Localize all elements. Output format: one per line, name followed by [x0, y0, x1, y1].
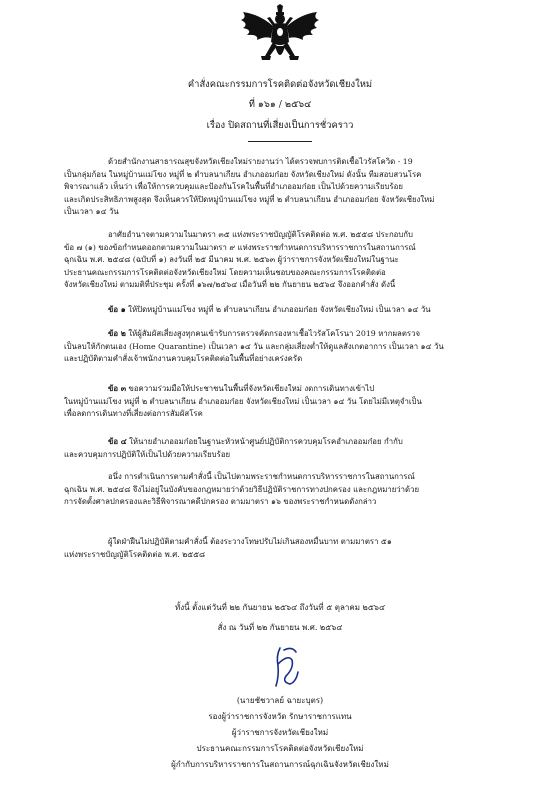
- paragraph-background: [64, 156, 500, 219]
- text-line: เป็นเวลา ๑๔ วัน: [64, 207, 119, 217]
- signatory-position-2: ผู้ว่าราชการจังหวัดเชียงใหม่: [231, 728, 329, 737]
- clause-text: ให้นายอำเภออมก๋อยในฐานะหัวหน้าศูนย์ปฏิบัติการควบคุมโรคอำเภออมก๋อย กำกับ: [129, 437, 403, 446]
- clause-3: [64, 383, 500, 421]
- order-number: ที่ ๑๖๑ / ๒๕๖๔: [248, 99, 312, 110]
- garuda-emblem-icon: [237, 4, 323, 68]
- text-line: อาศัยอำนาจตามความในมาตรา ๓๕ แห่งพระราชบัญญัติโรคติดต่อ พ.ศ. ๒๕๕๘ ประกอบกับ: [108, 230, 413, 239]
- clause-1: [64, 304, 500, 317]
- text-line: เพื่อลดการเดินทางที่เสี่ยงต่อการสัมผัสโรค: [64, 409, 203, 419]
- clause-text: ให้ผู้สัมผัสเสี่ยงสูงทุกคนเข้ารับการตรวจคัดกรองหาเชื้อไวรัสโคโรนา 2019 หากผลตรวจ: [128, 329, 421, 338]
- text-line: และควบคุมการปฏิบัติให้เป็นไปด้วยความเรียบร้อย: [64, 449, 231, 459]
- signed-date: สั่ง ณ วันที่ ๒๒ กันยายน พ.ศ. ๒๕๖๔: [217, 623, 343, 632]
- clause-2: [64, 328, 500, 366]
- signatory-name: (นายชัชวาลย์ ฉายะบุตร): [236, 696, 324, 705]
- text-line: ฉุกเฉิน พ.ศ. ๒๕๔๘ (ฉบับที่ ๑) ลงวันที่ ๒๕ มีนาคม พ.ศ. ๒๕๖๓ ผู้ว่าราชการจังหวัดเชียงใหม่ในฐานะ: [64, 255, 399, 265]
- text-line: [64, 436, 500, 449]
- text-line: การจัดตั้งศาลปกครองและวิธีพิจารณาคดีปกครอง ตามมาตรา ๑๖ ของพระราชกำหนดดังกล่าว: [64, 497, 377, 507]
- clause-number: ข้อ ๔: [108, 437, 127, 446]
- text-line: ในหมู่บ้านแม่โขง หมู่ที่ ๒ ตำบลนาเกียน อำเภออมก๋อย จังหวัดเชียงใหม่ เป็นเวลา ๑๔ วัน โดยไม่มีเหตุจำเป็น: [64, 396, 422, 406]
- signature-image: [262, 642, 312, 692]
- text-line: ประธานคณะกรรมการโรคติดต่อจังหวัดเชียงใหม่ โดยความเห็นชอบของคณะกรรมการโรคติดต่อ: [64, 267, 386, 277]
- clause-number: ข้อ ๑: [108, 305, 126, 314]
- clause-number: ข้อ ๒: [108, 329, 126, 338]
- text-line: ด้วยสำนักงานสาธารณสุขจังหวัดเชียงใหม่รายงานว่า ได้ตรวจพบการติดเชื้อไวรัสโควิด - 19: [108, 157, 413, 166]
- text-line: จังหวัดเชียงใหม่ ตามมติที่ประชุม ครั้งที่ ๑๖๗/๒๕๖๔ เมื่อวันที่ ๒๒ กันยายน ๒๕๖๔ จึงออกคำสั่ง ดังนี้: [64, 280, 396, 290]
- text-line: อนึ่ง การดำเนินการตามคำสั่งนี้ เป็นไปตามพระราชกำหนดการบริหารราชการในสถานการณ์: [108, 472, 415, 481]
- paragraph-penalty: [64, 536, 500, 561]
- clause-4: [64, 436, 500, 461]
- header-divider: [248, 141, 312, 142]
- text-line: [64, 328, 500, 341]
- text-line: และปฏิบัติตามคำสั่งเจ้าพนักงานควบคุมโรคติดต่อในพื้นที่อย่างเคร่งครัด: [64, 354, 303, 364]
- text-line: พิจารณาแล้ว เห็นว่า เพื่อให้การควบคุมและป้องกันโรคในพื้นที่อำเภออมก๋อย เป็นไปด้วยความเรียบร้อย: [64, 182, 403, 192]
- order-title: คำสั่งคณะกรรมการโรคติดต่อจังหวัดเชียงใหม่: [187, 79, 373, 90]
- clause-text: ให้ปิดหมู่บ้านแม่โขง หมู่ที่ ๒ ตำบลนาเกียน อำเภออมก๋อย จังหวัดเชียงใหม่ เป็นเวลา ๑๔ วัน: [128, 305, 431, 314]
- text-line: ผู้ใดฝ่าฝืนไม่ปฏิบัติตามคำสั่งนี้ ต้องระวางโทษปรับไม่เกินสองหมื่นบาท ตามมาตรา ๕๑: [108, 537, 392, 546]
- order-subject: เรื่อง ปิดสถานที่เสี่ยงเป็นการชั่วคราว: [206, 120, 354, 131]
- text-line: เป็นลบให้กักตนเอง (Home Quarantine) เป็นเวลา ๑๔ วัน และกลุ่มเสี่ยงต่ำให้ดูแลสังเกตอาการ เป็นเวลา ๑๔ วัน: [64, 341, 444, 351]
- paragraph-legal-note: [64, 471, 500, 509]
- signatory-position-4: ผู้กำกับการบริหารราชการในสถานการณ์ฉุกเฉินจังหวัดเชียงใหม่: [171, 760, 389, 769]
- clause-text: ขอความร่วมมือให้ประชาชนในพื้นที่จังหวัดเชียงใหม่ งดการเดินทางเข้าไป: [128, 384, 375, 393]
- text-line: ฉุกเฉิน พ.ศ. ๒๕๔๘ จึงไม่อยู่ในบังคับของกฎหมายว่าด้วยวิธีปฏิบัติราชการทางปกครอง และกฎหมายว่าด้วย: [64, 484, 420, 494]
- effective-period: ทั้งนี้ ตั้งแต่วันที่ ๒๒ กันยายน ๒๕๖๔ ถึงวันที่ ๕ ตุลาคม ๒๕๖๔: [174, 603, 386, 612]
- text-line: ข้อ ๗ (๑) ของข้อกำหนดออกตามความในมาตรา ๙ แห่งพระราชกำหนดการบริหารราชการในสถานการณ์: [64, 242, 416, 252]
- text-line: แห่งพระราชบัญญัติโรคติดต่อ พ.ศ. ๒๕๕๘: [64, 549, 206, 559]
- signatory-position-3: ประธานคณะกรรมการโรคติดต่อจังหวัดเชียงใหม่: [196, 744, 364, 753]
- text-line: และเกิดประสิทธิภาพสูงสุด จึงเห็นควรให้ปิดหมู่บ้านแม่โขง หมู่ที่ ๒ ตำบลนาเกียน อำเภออมก๋อย จังหวัดเชียงใหม่: [64, 194, 435, 204]
- text-line: [64, 304, 500, 317]
- signatory-position-1: รองผู้ว่าราชการจังหวัด รักษาราชการแทน: [208, 712, 352, 721]
- text-line: [64, 383, 500, 396]
- text-line: เป็นกลุ่มก้อน ในหมู่บ้านแม่โขง หมู่ที่ ๒ ตำบลนาเกียน อำเภออมก๋อย จังหวัดเชียงใหม่ ดังนั้น ทีมสอบสวนโรค: [64, 169, 422, 179]
- paragraph-authority: [64, 229, 500, 292]
- clause-number: ข้อ ๓: [108, 384, 127, 393]
